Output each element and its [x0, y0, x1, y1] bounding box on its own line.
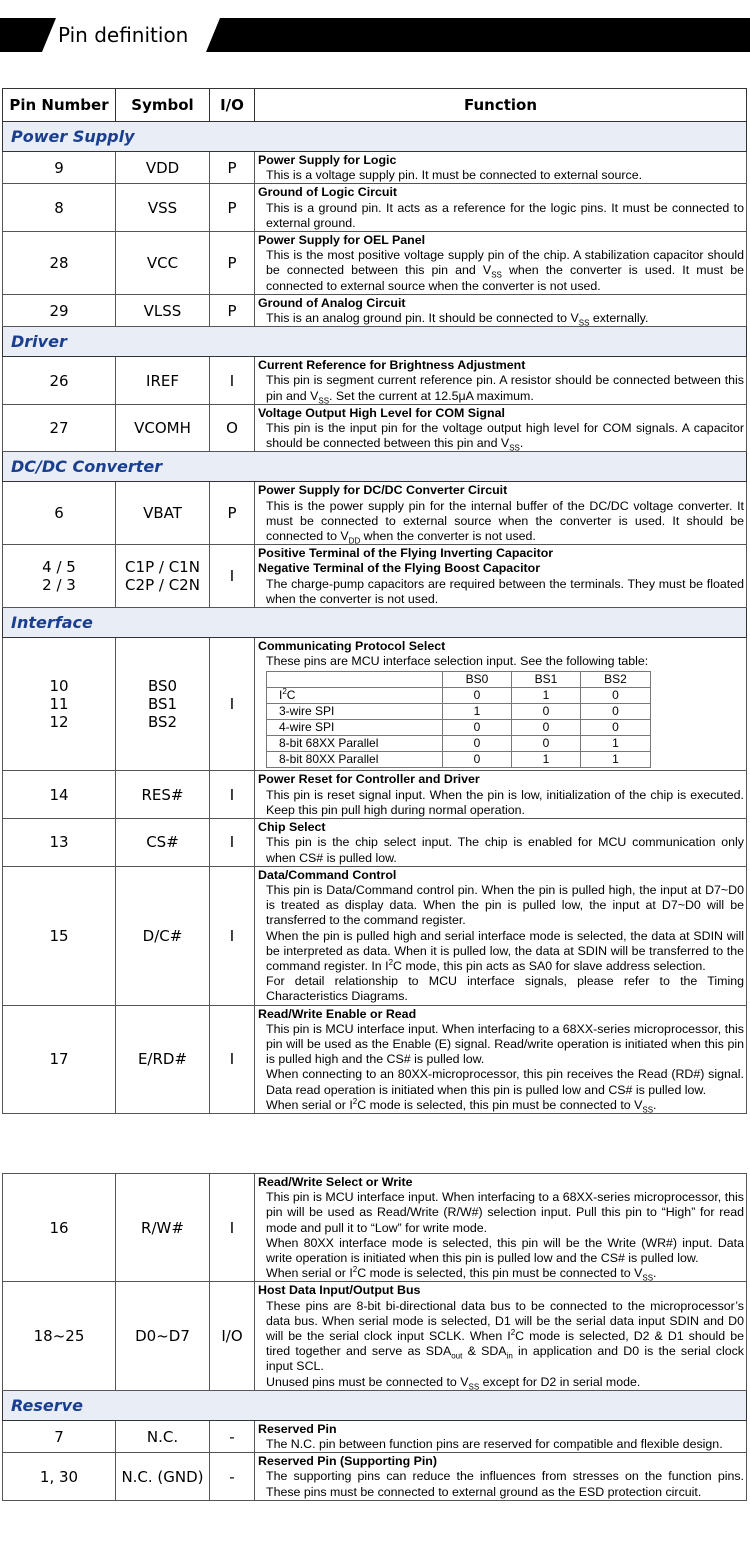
pin-function: [255, 232, 747, 295]
table-row: [3, 232, 747, 295]
pin-function: [255, 1282, 747, 1390]
bs-row: [267, 752, 651, 768]
function-description: This is a voltage supply pin. It must be connected to external source.: [266, 168, 643, 183]
section-row: [3, 1390, 747, 1420]
bs-header-cell: [267, 672, 443, 688]
bs-value: 0: [581, 720, 651, 736]
pin-symbol: VDD: [116, 152, 210, 184]
function-title: Ground of Logic Circuit: [258, 185, 398, 200]
bs-value: 0: [581, 704, 651, 720]
pin-number: 27: [3, 404, 116, 452]
function-description: This is the most positive voltage supply pin of the chip. A stabilization capacitor should be connected between this pin and $V_{SS}$ when the converter is used. It must be connected to external source when the converter is not used.: [266, 248, 744, 293]
function-title: Power Supply for DC/DC Converter Circuit: [258, 483, 508, 498]
bs-selection-table: [266, 671, 651, 768]
section-heading: Driver: [3, 327, 747, 357]
pin-symbol: CS#: [116, 819, 210, 867]
pin-symbol: C1P / C1N C2P / C2N: [116, 545, 210, 608]
pin-io: I: [210, 545, 255, 608]
table-row: [3, 819, 747, 867]
pin-number: 26: [3, 357, 116, 405]
function-title: Communicating Protocol Select: [258, 639, 446, 654]
pin-number: 18~25: [3, 1282, 116, 1390]
section-row: [3, 608, 747, 638]
function-title: Host Data Input/Output Bus: [258, 1283, 421, 1298]
bs-value: 1: [512, 688, 581, 704]
section-banner: [0, 18, 750, 52]
pin-symbol: VSS: [116, 184, 210, 232]
bs-interface-name: 8-bit 80XX Parallel: [267, 752, 443, 768]
pin-symbol: BS0 BS1 BS2: [116, 638, 210, 771]
pin-function: [255, 1174, 747, 1282]
bs-value: 0: [443, 736, 512, 752]
pin-function: [255, 1420, 747, 1452]
function-title: Read/Write Enable or Read: [258, 1006, 417, 1021]
function-title: Ground of Analog Circuit: [258, 295, 406, 310]
section-heading: Interface: [3, 608, 747, 638]
pin-number: 4 / 5 2 / 3: [3, 545, 116, 608]
function-title: Reserved Pin: [258, 1421, 337, 1436]
table-row: [3, 294, 747, 326]
function-title: Power Supply for OEL Panel: [258, 233, 426, 248]
pin-io: I: [210, 357, 255, 405]
bs-value: 0: [512, 704, 581, 720]
pin-function: [255, 771, 747, 819]
pin-number: 13: [3, 819, 116, 867]
table-row: [3, 638, 747, 771]
table-row: [3, 184, 747, 232]
pin-io: I: [210, 819, 255, 867]
function-description: This pin is reset signal input. When the pin is low, initialization of the chip is executed. Keep this pin pull high during normal operation.: [266, 787, 744, 817]
table-row: [3, 1174, 747, 1282]
bs-header-row: [267, 672, 651, 688]
pin-function: [255, 1453, 747, 1501]
header-pin-number: Pin Number: [3, 89, 116, 122]
pin-function: [255, 1005, 747, 1113]
bs-value: 0: [443, 688, 512, 704]
section-heading: Power Supply: [3, 122, 747, 152]
function-description: This pin is Data/Command control pin. When the pin is pulled high, the input at D7~D0 is treated as display data. When the pin is pulled low, the input at D7~D0 will be transferred to the command register. When the pin is pulled high and serial interface mode is selected, the data at SDIN will be interpreted as data. When it is pulled low, the data at SDIN will be transferred to the command register. In $I^2C$ mode, this pin acts as SA0 for slave address selection. For detail relationship to MCU interface signals, please refer to the Timing Characteristics Diagrams.: [266, 882, 744, 1004]
bs-interface-name: 8-bit 68XX Parallel: [267, 736, 443, 752]
pin-symbol: VCC: [116, 232, 210, 295]
function-description: These pins are 8-bit bi-directional data bus to be connected to the microprocessor’s data bus. When serial mode is selected, D1 will be the serial data input SDIN and D0 will be the serial clock input SCLK. When $I^2C$ mode is selected, D2 & D1 should be tired together and serve as $SDA_{out}$ & $SDA_{in}$ in application and D0 is the serial clock input SCL. Unused pins must be connected to $V_{SS}$ except for D2 in serial mode.: [266, 1298, 744, 1392]
pin-symbol: VLSS: [116, 294, 210, 326]
function-title: Power Reset for Controller and Driver: [258, 772, 480, 787]
function-description: These pins are MCU interface selection input. See the following table:: [266, 654, 649, 669]
pin-number: 29: [3, 294, 116, 326]
bs-interface-name: $I^2C$: [267, 688, 443, 704]
section-heading: DC/DC Converter: [3, 452, 747, 482]
page-title: Pin definition: [58, 23, 189, 47]
bs-interface-name: 4-wire SPI: [267, 720, 443, 736]
section-heading: Reserve: [3, 1390, 747, 1420]
function-description: The charge-pump capacitors are required between the terminals. They must be floated when the converter is not used.: [266, 576, 744, 606]
table-row: [3, 404, 747, 452]
table-row: [3, 771, 747, 819]
section-row: [3, 122, 747, 152]
table-row: [3, 1282, 747, 1390]
pin-io: P: [210, 184, 255, 232]
pin-number: 10 11 12: [3, 638, 116, 771]
pin-number: 8: [3, 184, 116, 232]
bs-value: 1: [581, 752, 651, 768]
pin-symbol: VCOMH: [116, 404, 210, 452]
pin-function: [255, 357, 747, 405]
header-symbol: Symbol: [116, 89, 210, 122]
pin-number: 16: [3, 1174, 116, 1282]
table-row: [3, 866, 747, 1005]
bs-value: 1: [443, 704, 512, 720]
pin-symbol: RES#: [116, 771, 210, 819]
bs-value: 1: [581, 736, 651, 752]
pin-function: [255, 482, 747, 545]
pin-symbol: D/C#: [116, 866, 210, 1005]
pin-number: 6: [3, 482, 116, 545]
bs-row: [267, 688, 651, 704]
pin-table-continued: [2, 1173, 747, 1501]
bs-interface-name: 3-wire SPI: [267, 704, 443, 720]
pin-symbol: R/W#: [116, 1174, 210, 1282]
table-row: [3, 1420, 747, 1452]
pin-io: I: [210, 638, 255, 771]
function-description: The supporting pins can reduce the influences from stresses on the function pins. These pins must be connected to external ground as the ESD protection circuit.: [266, 1469, 744, 1499]
pin-io: P: [210, 294, 255, 326]
table-row: [3, 152, 747, 184]
header-row: [3, 89, 747, 122]
pin-io: I/O: [210, 1282, 255, 1390]
bs-header-cell: BS2: [581, 672, 651, 688]
bs-value: 0: [581, 688, 651, 704]
table-row: [3, 1453, 747, 1501]
function-description: This pin is MCU interface input. When interfacing to a 68XX-series microprocessor, this pin will be used as Read/Write (R/W#) selection input. Pull this pin to “High” for read mode and pull it to “Low” for write mode. When 80XX interface mode is selected, this pin will be the Write (WR#) input. Data write operation is initiated when this pin is pulled low and the CS# is pulled low. When serial or $I^2C$ mode is selected, this pin must be connected to $V_{SS}$.: [266, 1190, 744, 1283]
table-row: [3, 482, 747, 545]
function-title: Chip Select: [258, 820, 326, 835]
pin-function: [255, 294, 747, 326]
pin-number: 9: [3, 152, 116, 184]
pin-number: 28: [3, 232, 116, 295]
pin-function: [255, 152, 747, 184]
pin-symbol: IREF: [116, 357, 210, 405]
pin-io: P: [210, 152, 255, 184]
pin-function: [255, 545, 747, 608]
pin-symbol: E/RD#: [116, 1005, 210, 1113]
pin-function: [255, 638, 747, 771]
pin-io: I: [210, 1174, 255, 1282]
section-row: [3, 452, 747, 482]
bs-row: [267, 704, 651, 720]
bs-row: [267, 736, 651, 752]
pin-io: I: [210, 866, 255, 1005]
section-row: [3, 327, 747, 357]
pin-io: I: [210, 1005, 255, 1113]
pin-number: 1, 30: [3, 1453, 116, 1501]
pin-number: 14: [3, 771, 116, 819]
pin-function: [255, 404, 747, 452]
pin-io: O: [210, 404, 255, 452]
pin-symbol: D0~D7: [116, 1282, 210, 1390]
bs-row: [267, 720, 651, 736]
bs-header-cell: BS1: [512, 672, 581, 688]
function-title: Power Supply for Logic: [258, 153, 397, 167]
pin-symbol: N.C.: [116, 1420, 210, 1452]
bs-value: 1: [512, 752, 581, 768]
function-description: This pin is segment current reference pin. A resistor should be connected between this pin and $V_{SS}$. Set the current at 12.5μA maximum.: [266, 373, 744, 406]
pin-io: I: [210, 771, 255, 819]
bs-header-cell: BS0: [443, 672, 512, 688]
pin-function: [255, 819, 747, 867]
header-function: Function: [255, 89, 747, 122]
pin-table-body-continued: [3, 1174, 747, 1501]
function-title: Current Reference for Brightness Adjustment: [258, 358, 526, 373]
function-description: This pin is MCU interface input. When interfacing to a 68XX-series microprocessor, this pin will be used as the Enable (E) signal. Read/write operation is initiated when this pin is pulled high and the CS# is pulled low. When connecting to an 80XX-microprocessor, this pin receives the Read (RD#) signal. Data read operation is initiated when this pin is pulled low and CS# is pulled low. When serial or $I^2C$ mode is selected, this pin must be connected to $V_{SS}$.: [266, 1021, 744, 1115]
pin-table-body: [3, 122, 747, 1114]
function-title: Positive Terminal of the Flying Inverting Capacitor Negative Terminal of the Flying Boost Capacitor: [258, 546, 554, 576]
function-description: This is an analog ground pin. It should be connected to $V_{SS}$ externally.: [266, 311, 649, 328]
table-row: [3, 1005, 747, 1113]
pin-number: 15: [3, 866, 116, 1005]
function-description: The N.C. pin between function pins are reserved for compatible and flexible design.: [266, 1437, 723, 1452]
bs-value: 0: [443, 752, 512, 768]
bs-value: 0: [443, 720, 512, 736]
pin-number: 7: [3, 1420, 116, 1452]
pin-symbol: N.C. (GND): [116, 1453, 210, 1501]
function-title: Read/Write Select or Write: [258, 1175, 413, 1189]
pin-symbol: VBAT: [116, 482, 210, 545]
table-row: [3, 357, 747, 405]
function-title: Voltage Output High Level for COM Signal: [258, 405, 505, 420]
pin-function: [255, 184, 747, 232]
pin-io: -: [210, 1420, 255, 1452]
header-io: I/O: [210, 89, 255, 122]
bs-value: 0: [512, 720, 581, 736]
pin-io: -: [210, 1453, 255, 1501]
function-description: This is a ground pin. It acts as a reference for the logic pins. It must be connected to external ground.: [266, 200, 744, 230]
pin-function: [255, 866, 747, 1005]
pin-number: 17: [3, 1005, 116, 1113]
pin-io: P: [210, 232, 255, 295]
function-description: This is the power supply pin for the internal buffer of the DC/DC voltage converter. It must be connected to external source when the converter is used. It should be connected to $V_{DD}$ when the converter is not used.: [266, 498, 744, 546]
pin-table: [2, 88, 747, 1114]
bs-value: 0: [512, 736, 581, 752]
function-title: Reserved Pin (Supporting Pin): [258, 1454, 437, 1469]
function-title: Data/Command Control: [258, 867, 397, 882]
table-row: [3, 545, 747, 608]
function-description: This pin is the input pin for the voltage output high level for COM signals. A capacitor should be connected between this pin and $V_{SS}$.: [266, 421, 744, 453]
function-description: This pin is the chip select input. The chip is enabled for MCU communication only when CS# is pulled low.: [266, 835, 744, 865]
pin-io: P: [210, 482, 255, 545]
